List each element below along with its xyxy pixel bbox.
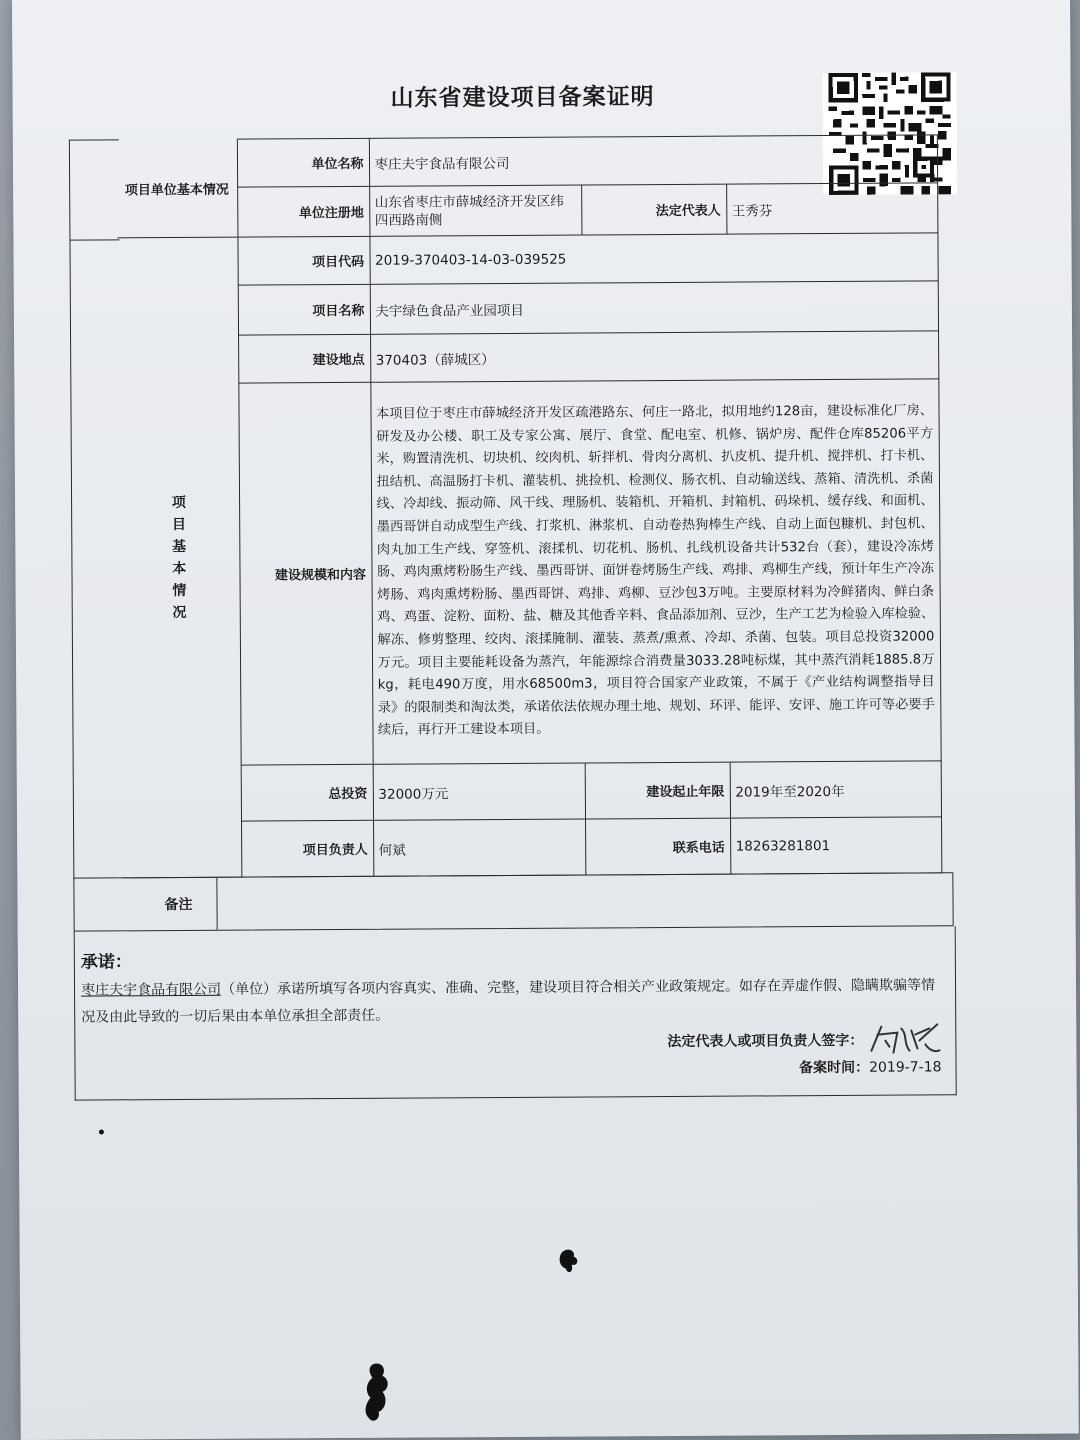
- location-value: 370403（薛城区）: [370, 331, 938, 382]
- period-value: 2019年至2020年: [730, 761, 941, 818]
- project-name-value: 夫宇绿色食品产业园项目: [370, 281, 938, 334]
- ink-blot: [558, 1247, 584, 1277]
- unit-name-value: 枣庄夫宇食品有限公司: [369, 135, 937, 186]
- document-title: 山东省建设项目备案证明: [390, 84, 655, 112]
- record-date-row: [799, 1056, 942, 1077]
- investment-value: 32000万元: [373, 763, 585, 820]
- remarks-row: [73, 872, 953, 931]
- scope-value: 本项目位于枣庄市薛城经济开发区疏港路东、何庄一路北，拟用地约128亩，建设标准化厂房、研发及办公楼、职工及专家公寓、展厅、食堂、配电室、机修、锅炉房、配件仓库85206平方米，购置清洗机、切块机、绞肉机、斩拌机、骨肉分离机、扒皮机、提升机、搅拌机、打卡机、扭结机、高温肠打卡机、灌装机、挑捡机、检测仪、肠衣机、自动输送线、蒸箱、清洗机、杀菌线、冷却线、振动筛、风干线、理肠机、装箱机、开箱机、封箱机、码垛机、缓存线、和面机、墨西哥饼自动成型生产线、打浆机、淋浆机、自动卷热狗棒生产线、自动上面包糠机、封包机、肉丸加工生产线、穿签机、滚揉机、切花机、肠机、扎线机设备共计532台（套），建设冷冻烤肠、鸡肉熏烤粉肠生产线、墨西哥饼、面饼卷烤肠生产线、鸡排、鸡柳生产线，预计年生产冷冻烤肠、鸡肉熏烤粉肠、墨西哥饼、鸡排、鸡柳、豆沙包3万吨。主要原材料为冷鲜猪肉、鲜白条鸡、鸡蛋、淀粉、面粉、盐、糖及其他香辛料、食品添加剂、豆沙，生产工艺为检验入库检验、解冻、修剪整理、绞肉、滚揉腌制、灌装、蒸煮/熏煮、冷却、杀菌、包装。项目总投资32000万元。项目主要能耗设备为蒸汽，年能源综合消费量3033.28吨标煤，其中蒸汽消耗1885.8万kg，耗电490万度，用水68500m3，项目符合国家产业政策，不属于《产业结构调整指导目录》的限制类和淘汰类，承诺依法依规办理土地、规划、环评、能评、安评、施工许可等必要手续后，再行开工建设本项目。: [370, 379, 940, 764]
- ink-speck: [99, 1129, 104, 1134]
- ink-blot-large: [360, 1362, 398, 1426]
- scope-label: 建设规模和内容: [238, 382, 372, 765]
- manager-label: 项目负责人: [241, 820, 373, 877]
- signature-row: [667, 1020, 943, 1060]
- reg-address-value: 山东省枣庄市薛城经济开发区纬四西路南侧: [369, 185, 581, 236]
- pledge-body: （单位）承诺所填写各项内容真实、准确、完整，建设项目符合相关产业政策规定。如存在弄虚作假、隐瞒欺骗等情况及由此导致的一切后果由本单位承担全部责任。: [81, 977, 936, 1026]
- handwritten-signature: [867, 1020, 943, 1058]
- reg-address-label: 单位注册地: [237, 186, 369, 237]
- location-label: 建设地点: [238, 334, 370, 383]
- unit-name-label: 单位名称: [237, 138, 369, 187]
- period-label: 建设起止年限: [585, 762, 730, 819]
- pledge-title: 承诺：: [80, 952, 132, 973]
- section-divider-line: [69, 239, 119, 241]
- document-page: [12, 0, 1079, 1440]
- project-section-label: 项目基本情况: [117, 237, 241, 878]
- investment-label: 总投资: [241, 764, 373, 821]
- legal-rep-value: 王秀芬: [726, 183, 937, 234]
- remarks-divider: [216, 878, 218, 930]
- left-border-line: [69, 140, 75, 880]
- manager-value: 何斌: [373, 819, 585, 876]
- record-form-table: [117, 134, 942, 878]
- remarks-label: 备注: [164, 896, 193, 914]
- pledge-box: [74, 926, 957, 1100]
- project-code-label: 项目代码: [237, 236, 369, 285]
- project-code-value: 2019-370403-14-03-039525: [369, 233, 937, 284]
- phone-value: 18263281801: [730, 817, 941, 874]
- unit-section-label: 项目单位基本情况: [117, 139, 238, 238]
- top-border-line: [69, 139, 119, 141]
- legal-rep-label: 法定代表人: [581, 184, 726, 235]
- record-date-value: 2019-7-18: [869, 1059, 942, 1076]
- project-name-label: 项目名称: [238, 284, 370, 335]
- phone-label: 联系电话: [585, 818, 730, 875]
- record-date-label: 备案时间：: [799, 1059, 870, 1077]
- pledge-company: 枣庄夫宇食品有限公司: [81, 981, 222, 999]
- signature-label: 法定代表人或项目负责人签字：: [667, 1032, 864, 1051]
